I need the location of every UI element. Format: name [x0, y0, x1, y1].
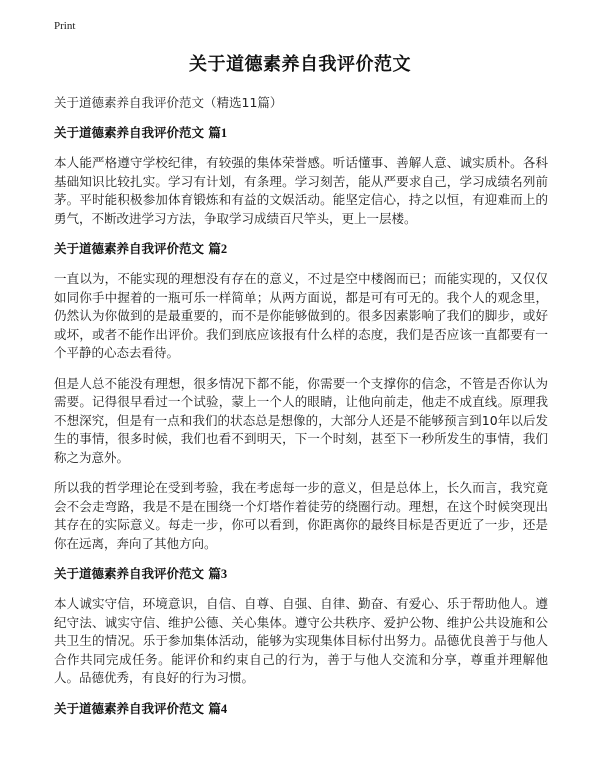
section-heading-text: 关于道德素养自我评价范文	[54, 241, 209, 256]
section-2	[54, 240, 548, 553]
section-heading	[54, 700, 548, 718]
document-subtitle: 关于道德素养自我评价范文（精选11篇）	[54, 95, 283, 110]
section-heading-text: 关于道德素养自我评价范文	[54, 566, 209, 581]
section-heading-text: 关于道德素养自我评价范文	[54, 125, 209, 140]
section-4	[54, 700, 548, 718]
section-heading-number: 篇1	[208, 126, 228, 140]
section-heading	[54, 565, 548, 583]
section-heading-number: 篇2	[208, 242, 228, 256]
paragraph: 一直以为，不能实现的理想没有存在的意义，不过是空中楼阁而已；而能实现的，又仅仅如同你手中握着的一瓶可乐一样简单；从两方面说，都是可有可无的。我个人的观念里，仍然认为你做到的是最重要的，而不是你能够做到的。很多因素影响了我们的脚步，或好或坏，或者不能作出评价。我们到底应该报有什么样的态度，我们是否应该一直都要有一个平静的心态去看待。	[54, 271, 548, 360]
section-heading-number: 篇3	[208, 567, 228, 581]
print-label[interactable]: Print	[54, 20, 76, 32]
section-heading-number: 篇4	[208, 701, 228, 716]
section-heading	[54, 124, 548, 142]
section-heading-text: 关于道德素养自我评价范文	[54, 700, 209, 716]
section-1	[54, 124, 548, 228]
paragraph: 所以我的哲学理论在受到考验，我在考虑每一步的意义，但是总体上，长久而言，我究竟会不会走弯路，我是不是在围绕一个灯塔作着徒劳的绕圈行动。理想，在这个时候突现出其存在的实际意义。每走一步，你可以看到，你距离你的最终目标是否更近了一步，还是你在远离，奔向了其他方向。	[54, 480, 548, 551]
paragraph: 但是人总不能没有理想，很多情况下都不能，你需要一个支撑你的信念，不管是否你认为需要。记得很早看过一个试验，蒙上一个人的眼睛，让他向前走，他走不成直线。原理我不想深究，但是有一点和我们的状态总是想像的，大部分人还是不能够预言到10年以后发生的事情，很多时候，我们也看不到明天，下一个时刻，甚至下一秒所发生的事情，我们称之为意外。	[54, 375, 548, 465]
section-heading	[54, 240, 548, 258]
paragraph: 本人能严格遵守学校纪律，有较强的集体荣誉感。听话懂事、善解人意、诚实质朴。各科基础知识比较扎实。学习有计划，有条理。学习刻苦，能从严要求自己，学习成绩名列前茅。平时能积极参加体育锻炼和有益的文娱活动。能坚定信心，持之以恒，有迎难而上的勇气，不断改进学习方法，争取学习成绩百尺竿头，更上一层楼。	[54, 155, 548, 226]
paragraph: 本人诚实守信，环境意识，自信、自尊、自强、自律、勤奋、有爱心、乐于帮助他人。遵纪守法、诚实守信、维护公德、关心集体。遵守公共秩序、爱护公物、维护公共设施和公共卫生的情况。乐于参加集体活动，能够为实现集体目标付出努力。品德优良善于与他人合作共同完成任务。能评价和约束自己的行为，善于与他人交流和分享，尊重并理解他人。品德优秀，有良好的行为习惯。	[54, 596, 548, 685]
section-3	[54, 565, 548, 688]
document-content	[54, 118, 548, 730]
page-title: 关于道德素养自我评价范文	[189, 54, 411, 75]
